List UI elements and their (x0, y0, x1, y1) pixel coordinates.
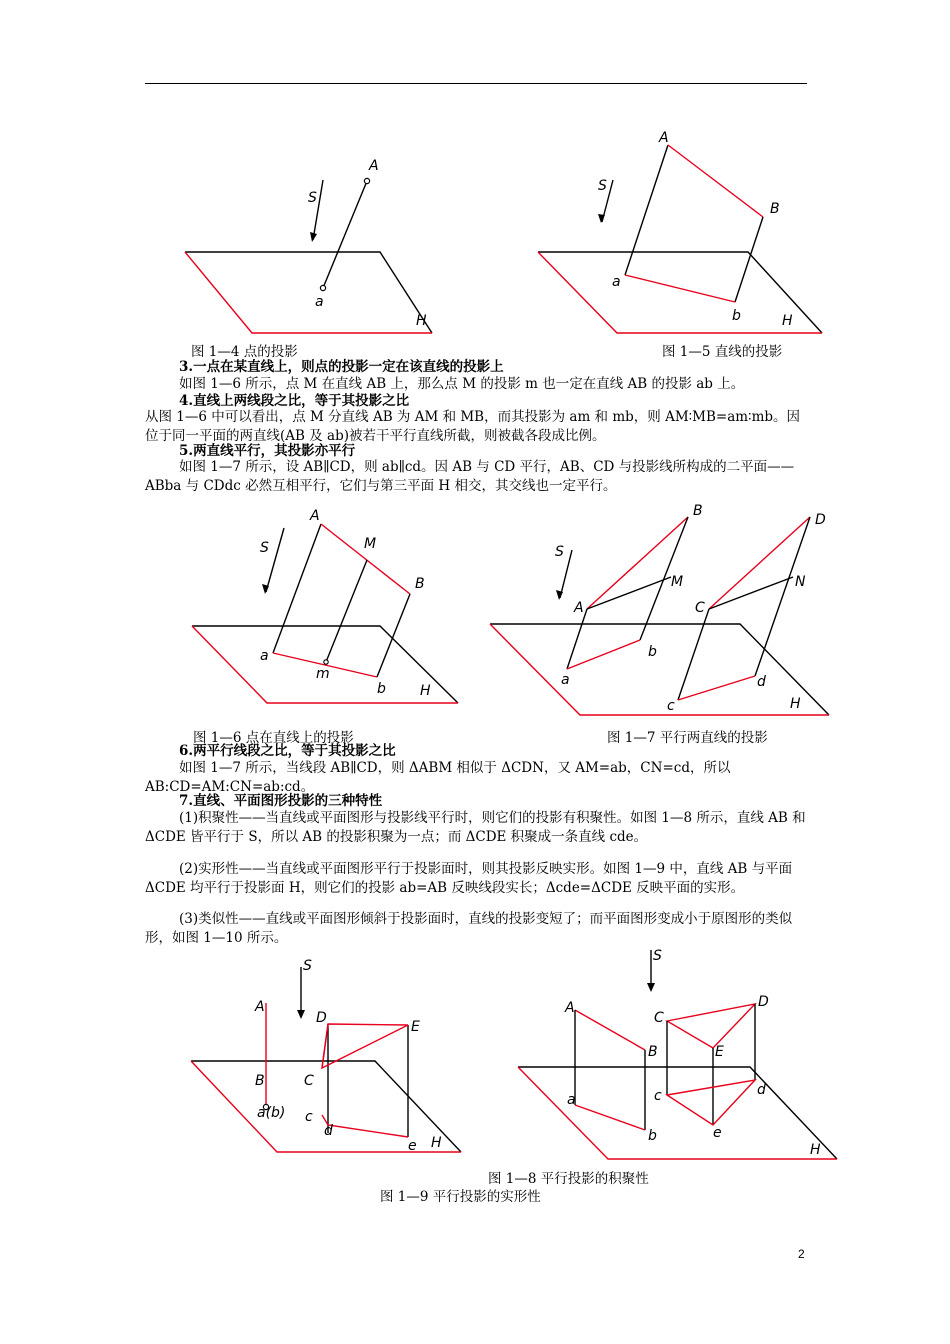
paragraph-7b: (2)实形性——当直线或平面图形平行于投影面时，则其投影反映实形。如图 1—9 中，直线 AB 与平面 ΔCDE 均平行于投影面 H，则它们的投影 ab=AB 反映线段实长；Δcde=ΔCDE 反映平面的实形。 (145, 861, 793, 896)
label-H: H (790, 696, 801, 712)
paragraph-6: 如图 1—7 所示，当线段 AB∥CD，则 ΔABM 相似于 ΔCDN，又 AM=ab，CN=cd，所以 AB:CD=AM:CN=ab:cd。 (145, 760, 731, 795)
label-B: B (693, 503, 703, 519)
label-a: a (612, 274, 621, 290)
label-b: b (648, 1128, 657, 1144)
label-S: S (653, 948, 662, 964)
label-m: m (316, 666, 330, 682)
label-b: b (648, 644, 657, 660)
heading-6: 6.两平行线段之比，等于其投影之比 (179, 743, 396, 759)
label-A: A (574, 600, 584, 616)
label-S: S (555, 544, 564, 560)
label-a: a (315, 294, 324, 310)
figure-1-8 (185, 955, 485, 1165)
label-A: A (659, 130, 669, 146)
paragraph-3: 如图 1—6 所示，点 M 在直线 AB 上，那么点 M 的投影 m 也一定在直线 AB 的投影 ab 上。 (179, 376, 745, 392)
caption-fig-1-4: 图 1—4 点的投影 (191, 344, 298, 360)
paragraph-5: 如图 1—7 所示，设 AB∥CD，则 ab∥cd。因 AB 与 CD 平行，AB、CD 与投影线所构成的二平面——ABba 与 CDdc 必然互相平行，它们与第三平面 H 相交，其交线也一定平行。 (145, 459, 795, 494)
label-B: B (255, 1073, 265, 1089)
label-c: c (305, 1109, 313, 1125)
label-A: A (565, 1000, 575, 1016)
label-a-b: a(b) (257, 1105, 286, 1121)
label-H: H (416, 313, 427, 329)
heading-4: 4.直线上两线段之比，等于其投影之比 (179, 393, 410, 409)
figure-1-4 (170, 140, 450, 340)
label-b: b (732, 308, 741, 324)
caption-fig-1-5: 图 1—5 直线的投影 (662, 344, 783, 360)
label-M: M (364, 536, 377, 552)
label-e: e (408, 1138, 417, 1154)
caption-fig-1-8: 图 1—8 平行投影的积聚性 (488, 1171, 649, 1187)
figure-1-5 (530, 120, 830, 340)
figure-1-6 (180, 500, 480, 720)
label-C: C (695, 600, 705, 616)
label-d: d (757, 1082, 766, 1098)
label-c: c (654, 1088, 662, 1104)
heading-3: 3.一点在某直线上，则点的投影一定在该直线的投影上 (179, 359, 504, 375)
header-rule (145, 83, 807, 84)
label-C: C (654, 1010, 664, 1026)
caption-fig-1-6: 图 1—6 点在直线上的投影 (193, 730, 354, 746)
label-a: a (561, 672, 570, 688)
caption-fig-1-7: 图 1—7 平行两直线的投影 (607, 730, 768, 746)
label-S: S (598, 178, 607, 194)
label-A: A (255, 999, 265, 1015)
label-S: S (260, 540, 269, 556)
label-B: B (415, 576, 425, 592)
label-e: e (713, 1125, 722, 1141)
label-B: B (770, 201, 780, 217)
label-C: C (304, 1073, 314, 1089)
label-D: D (815, 512, 826, 528)
label-S: S (303, 958, 312, 974)
heading-7: 7.直线、平面图形投影的三种特性 (179, 793, 383, 809)
label-E: E (715, 1044, 724, 1060)
label-H: H (420, 683, 431, 699)
label-D: D (758, 994, 769, 1010)
label-b: b (377, 681, 386, 697)
label-A: A (310, 508, 320, 524)
label-d: d (757, 674, 766, 690)
label-H: H (782, 313, 793, 329)
label-A: A (369, 158, 379, 174)
label-d: d (324, 1123, 333, 1139)
paragraph-7a: (1)积聚性——当直线或平面图形与投影线平行时，则它们的投影有积聚性。如图 1—8 所示，直线 AB 和 ΔCDE 皆平行于 S，所以 AB 的投影积聚为一点；而 ΔCDE 积聚成一条直线 cde。 (145, 810, 806, 845)
label-S: S (308, 190, 317, 206)
label-D: D (316, 1010, 327, 1026)
page-number: 2 (798, 1247, 805, 1261)
label-a: a (567, 1092, 576, 1108)
figure-1-7 (485, 500, 835, 725)
label-E: E (411, 1019, 420, 1035)
heading-5: 5.两直线平行，其投影亦平行 (179, 443, 356, 459)
label-c: c (667, 698, 675, 714)
label-N: N (795, 574, 806, 590)
label-M: M (671, 574, 684, 590)
label-H: H (810, 1142, 821, 1158)
label-a: a (260, 648, 269, 664)
paragraph-4: 从图 1—6 中可以看出，点 M 分直线 AB 为 AM 和 MB，而其投影为 am 和 mb，则 AM∶MB=am∶mb。因位于同一平面的两直线(AB 及 ab)被若干平行直线所截，则被截各段成比例。 (145, 409, 801, 444)
label-H: H (431, 1135, 442, 1151)
figure-1-9 (510, 940, 845, 1165)
paragraph-7c: (3)类似性——直线或平面图形倾斜于投影面时，直线的投影变短了；而平面图形变成小于原图形的类似形，如图 1—10 所示。 (145, 911, 793, 946)
caption-fig-1-9: 图 1—9 平行投影的实形性 (380, 1189, 541, 1205)
label-B: B (648, 1044, 658, 1060)
